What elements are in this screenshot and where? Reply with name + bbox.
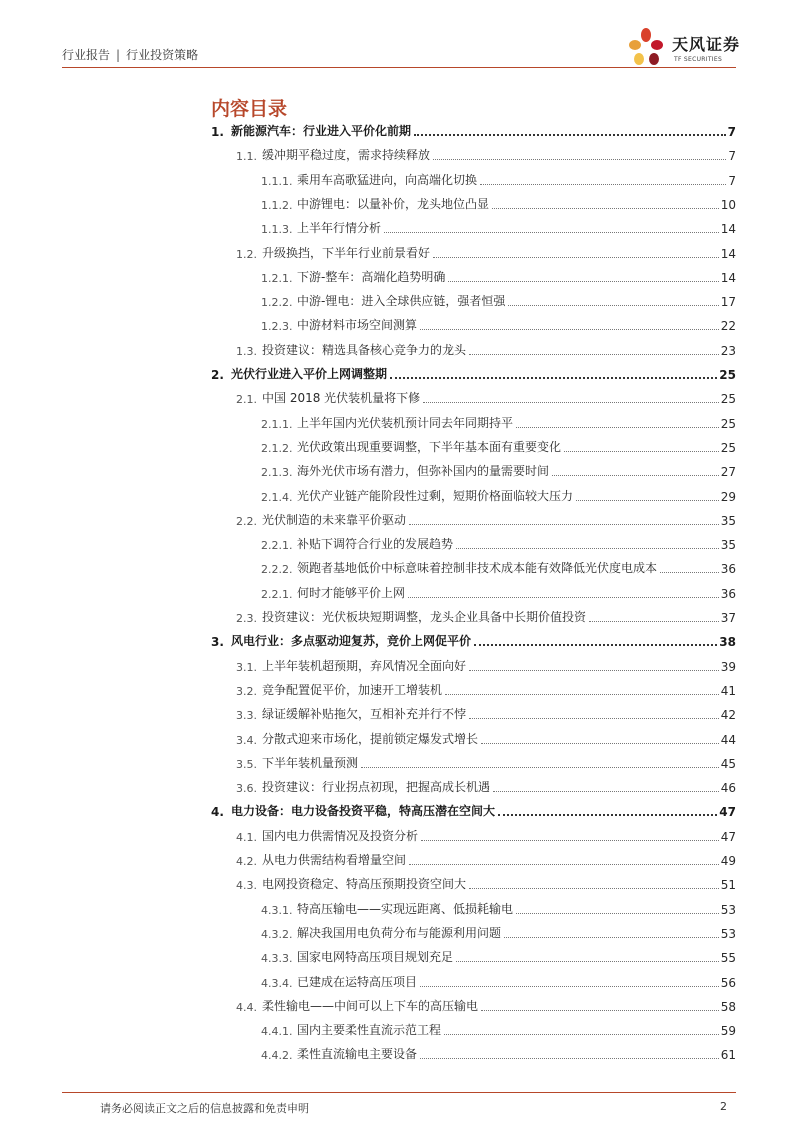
toc-entry[interactable] [211,123,736,139]
toc-entry-label[interactable]: 柔性输电——中间可以上下车的高压输电 [262,998,479,1013]
toc-entry-number: 2.1.2. [261,441,293,455]
toc-entry-page: 61 [720,1048,736,1063]
toc-entry-label[interactable]: 上半年装机超预期，弃风情况全面向好 [262,658,467,673]
toc-entry-number: 2.1.1. [261,417,293,431]
toc-dot-leader [448,281,718,282]
report-category: 行业报告 [62,48,111,62]
toc-dot-leader [576,500,719,501]
toc-dot-leader [420,986,719,987]
toc-dot-leader [469,670,719,671]
toc-entry-number: 1.3. [236,344,257,358]
report-header [62,46,198,63]
toc-entry-number: 2.1.3. [261,466,293,480]
toc-entry-page: 7 [728,173,736,188]
toc-entry[interactable] [261,463,736,479]
toc-entry[interactable] [261,269,736,285]
toc-entry-page: 35 [720,513,736,528]
toc-dot-leader [421,840,719,841]
toc-entry-number: 4.3. [236,879,257,893]
toc-entry-label[interactable]: 解决我国用电负荷分布与能源利用问题 [297,925,502,940]
toc-entry-page: 49 [720,854,736,868]
toc-entry-label[interactable]: 光伏行业进入平价上网调整期 [231,367,388,381]
toc-entry-label[interactable]: 国内电力供需情况及投资分析 [262,828,419,843]
logo-name-en: TF SECURITIES [674,56,723,63]
toc-entry-number: 3.6. [236,782,257,796]
toc-entry[interactable] [261,949,736,965]
toc-dot-leader [409,524,719,525]
toc-entry[interactable] [236,147,736,163]
toc-entry-page: 10 [720,197,736,212]
footer-divider [62,1092,736,1093]
toc-entry-page: 51 [720,878,736,893]
toc-entry-number: 2.2.1. [261,587,293,601]
toc-entry-number: 4. [211,805,224,820]
toc-entry-number: 2.1. [236,393,257,407]
toc-entry-page: 17 [720,295,736,310]
toc-entry-label[interactable]: 升级换挡，下半年行业前景看好 [262,245,431,260]
toc-entry-page: 53 [720,926,736,941]
toc-dot-leader [361,767,719,768]
toc-entry-number: 4.4.1. [261,1025,293,1039]
toc-entry-label[interactable]: 缓冲期平稳过度，需求持续释放 [262,148,431,163]
toc-dot-leader [409,864,719,865]
toc-entry-page: 59 [720,1024,736,1039]
toc-entry-number: 3.4. [236,733,257,747]
toc-entry-page: 7 [727,125,736,139]
toc-entry-page: 47 [720,829,736,844]
tf-securities-logo [626,26,741,70]
toc-entry-page: 53 [720,902,736,917]
toc-entry[interactable] [261,220,736,236]
toc-entry-label[interactable]: 光伏制造的未来靠平价驱动 [262,512,407,527]
toc-entry-label[interactable]: 绿证缓解补贴拖欠，互相补充并行不悖 [262,707,467,722]
toc-entry[interactable] [236,828,736,844]
toc-dot-leader [456,548,719,549]
toc-dot-leader [469,718,719,719]
toc-entry-label[interactable]: 下半年装机量预测 [262,755,359,770]
toc-entry-number: 3.5. [236,757,257,771]
toc-dot-leader [433,257,719,258]
toc-entry-label[interactable]: 中游-锂电：进入全球供应链，强者恒强 [297,294,506,309]
footer-disclaimer: 请务必阅读正文之后的信息披露和免责申明 [100,1102,309,1115]
toc-entry-page: 56 [720,975,736,990]
toc-dot-leader [420,1058,719,1059]
toc-dot-leader [384,232,719,233]
toc-entry-page: 14 [720,222,736,237]
toc-dot-leader [516,913,719,914]
toc-entry-number: 3.3. [236,709,257,723]
toc-entry[interactable] [236,731,736,747]
toc-entry-label[interactable]: 柔性直流输电主要设备 [297,1047,418,1062]
toc-entry-label[interactable]: 风电行业：多点驱动迎复苏，竞价上网促平价 [231,634,472,649]
toc-entry[interactable] [236,342,736,358]
toc-entry-page: 47 [719,805,736,820]
toc-entry-number: 1.1. [236,150,257,164]
toc-entry-label[interactable]: 电网投资稳定、特高压预期投资空间大 [262,877,467,892]
toc-dot-leader [492,208,719,209]
toc-entry-page: 25 [720,440,736,455]
toc-entry[interactable] [236,876,736,892]
toc-entry-number: 4.4. [236,1000,257,1014]
toc-dot-leader [469,354,719,355]
toc-entry-label[interactable]: 中游材料市场空间测算 [297,318,418,333]
toc-entry[interactable] [236,779,736,795]
toc-entry[interactable] [261,1022,736,1038]
toc-entry-number: 4.2. [236,855,257,868]
toc-dot-leader [498,814,717,816]
toc-entry[interactable] [211,366,736,382]
toc-entry-page: 37 [720,611,736,625]
toc-entry-page: 22 [720,319,736,334]
logo-name-cn: 天风证券 [672,35,741,54]
toc-entry-number: 1.2.1. [261,271,293,285]
header-divider [62,67,736,68]
toc-entry-number: 4.4.2. [261,1049,293,1063]
toc-entry-number: 1.2.3. [261,320,293,334]
toc-entry-number: 2.2. [236,514,257,528]
toc-entry-page: 58 [720,999,736,1014]
toc-entry[interactable] [261,536,736,552]
toc-entry-label[interactable]: 乘用车高歌猛进向，向高端化切换 [297,172,478,187]
toc-entry-number: 4.3.3. [261,952,293,966]
toc-entry-page: 14 [720,270,736,285]
toc-entry-label[interactable]: 海外光伏市场有潜力，但弥补国内的量需要时间 [297,464,550,479]
toc-entry-label[interactable]: 分散式迎来市场化，提前锁定爆发式增长 [262,731,479,746]
toc-entry[interactable] [236,658,736,674]
toc-dot-leader [481,1010,719,1011]
toc-entry[interactable] [261,488,736,504]
toc-dot-leader [516,427,719,428]
toc-entry-label[interactable]: 光伏产业链产能阶段性过剩，短期价格面临较大压力 [297,488,574,503]
toc-entry-number: 4.3.4. [261,976,293,990]
toc-entry-page: 35 [720,538,736,553]
report-subcategory: 行业投资策略 [126,48,199,62]
toc-entry-label[interactable]: 特高压输电——实现远距离、低损耗输电 [297,901,514,916]
toc-entry-number: 1.1.2. [261,198,293,212]
toc-entry-label[interactable]: 下游-整车：高端化趋势明确 [297,269,446,284]
toc-dot-leader [508,305,718,306]
toc-entry[interactable] [261,293,736,309]
toc-entry-page: 55 [720,951,736,966]
toc-dot-leader [493,791,719,792]
toc-dot-leader [589,621,719,622]
toc-entry-number: 3.2. [236,684,257,698]
toc-entry-number: 1.1.3. [261,223,293,237]
toc-entry-label[interactable]: 从电力供需结构看增量空间 [262,853,407,867]
toc-entry-page: 29 [720,489,736,504]
toc-entry-page: 27 [720,465,736,480]
toc-entry[interactable] [261,172,736,188]
toc-entry-page: 39 [720,659,736,674]
toc-dot-leader [481,743,719,744]
toc-entry-page: 42 [720,708,736,723]
toc-entry-page: 45 [720,756,736,771]
toc-dot-leader [504,937,719,938]
toc-entry-page: 25 [720,416,736,431]
toc-dot-leader [420,329,719,330]
toc-dot-leader [408,597,719,598]
toc-entry-number: 1. [211,125,224,139]
toc-entry-number: 1.1.1. [261,174,293,188]
toc-entry-number: 2. [211,368,224,382]
toc-entry-number: 2.2.2. [261,563,293,577]
toc-entry-label[interactable]: 电力设备：电力设备投资平稳，特高压潜在空间大 [231,804,496,819]
toc-entry-number: 2.3. [236,612,257,625]
toc-entry-label[interactable]: 中游锂电：以量补价，龙头地位凸显 [297,196,490,211]
toc-entry-page: 41 [720,683,736,698]
toc-entry-number: 4.1. [236,830,257,844]
toc-entry-label[interactable]: 新能源汽车：行业进入平价化前期 [231,124,412,138]
toc-entry-label[interactable]: 光伏政策出现重要调整，下半年基本面有重要变化 [297,439,562,454]
toc-entry-number: 2.2.1. [261,539,293,553]
toc-title: 内容目录 [211,98,288,120]
toc-entry-number: 4.3.1. [261,903,293,917]
toc-entry-number: 3.1. [236,660,257,674]
toc-entry-label[interactable]: 国内主要柔性直流示范工程 [297,1023,442,1038]
toc-entry[interactable] [236,245,736,261]
toc-entry[interactable] [236,682,736,698]
header-separator: | [116,48,121,62]
toc-entry[interactable] [261,317,736,333]
toc-entry-number: 2.1.4. [261,490,293,504]
flower-logo-icon [626,26,670,70]
toc-entry-number: 4.3.2. [261,927,293,941]
toc-entry[interactable] [261,1046,736,1062]
toc-entry-label[interactable]: 投资建议：精选具备核心竞争力的龙头 [262,342,467,357]
toc-dot-leader [480,184,726,185]
toc-entry-label[interactable]: 投资建议：行业拐点初现，把握高成长机遇 [262,780,491,795]
toc-entry-label[interactable]: 已建成在运特高压项目 [297,974,418,989]
toc-entry[interactable] [236,390,736,406]
toc-entry[interactable] [236,609,736,625]
toc-entry-label[interactable]: 国家电网特高压项目规划充足 [297,950,454,965]
toc-entry[interactable] [261,901,736,917]
toc-entry-page: 44 [720,732,736,747]
toc-dot-leader [423,402,719,403]
toc-entry[interactable] [236,998,736,1014]
toc-entry[interactable] [236,852,736,868]
toc-entry[interactable] [261,585,736,601]
toc-entry-page: 25 [720,392,736,407]
toc-entry-number: 3. [211,635,224,650]
toc-entry-label[interactable]: 上半年行情分析 [297,221,382,236]
toc-entry-page: 46 [720,781,736,796]
toc-entry[interactable] [236,755,736,771]
toc-entry-page: 25 [719,368,736,382]
toc-entry-label[interactable]: 上半年国内光伏装机预计同去年同期持平 [297,415,514,430]
toc-entry-number: 1.2. [236,247,257,261]
toc-entry-page: 38 [719,635,736,650]
toc-entry-label[interactable]: 中国 2018 光伏装机量将下修 [262,391,421,406]
toc-dot-leader [552,475,719,476]
toc-entry-page: 7 [728,149,736,164]
toc-dot-leader [469,888,719,889]
toc-entry-label[interactable]: 投资建议：光伏板块短期调整，龙头企业具备中长期价值投资 [262,610,587,624]
footer-page-number: 2 [720,1100,727,1113]
toc-entry[interactable] [261,925,736,941]
toc-dot-leader [445,694,719,695]
toc-entry-page: 36 [720,562,736,577]
toc-entry[interactable] [261,196,736,212]
toc-entry[interactable] [261,415,736,431]
toc-entry-page: 14 [720,246,736,261]
toc-dot-leader [390,377,717,379]
toc-entry-page: 36 [720,586,736,601]
toc-dot-leader [474,644,717,646]
toc-entry-label[interactable]: 领跑者基地低价中标意味着控制非技术成本能有效降低光伏度电成本 [297,561,658,576]
toc-dot-leader [564,451,719,452]
toc-dot-leader [433,159,726,160]
toc-entry[interactable] [261,439,736,455]
toc-entry-page: 23 [720,343,736,358]
toc-dot-leader [456,961,719,962]
toc-entry-number: 1.2.2. [261,296,293,310]
toc-entry[interactable] [261,560,736,576]
toc-entry[interactable] [211,633,736,649]
toc-dot-leader [414,134,726,136]
toc-entry-label[interactable]: 何时才能够平价上网 [297,585,406,600]
toc-dot-leader [444,1034,719,1035]
toc-entry[interactable] [236,706,736,722]
toc-dot-leader [660,572,719,573]
toc-entry[interactable] [211,803,736,819]
toc-entry-label[interactable]: 补贴下调符合行业的发展趋势 [297,537,454,552]
toc-entry-label[interactable]: 竞争配置促平价，加速开工增装机 [262,682,443,697]
toc-entry[interactable] [261,974,736,990]
toc-entry[interactable] [236,512,736,528]
